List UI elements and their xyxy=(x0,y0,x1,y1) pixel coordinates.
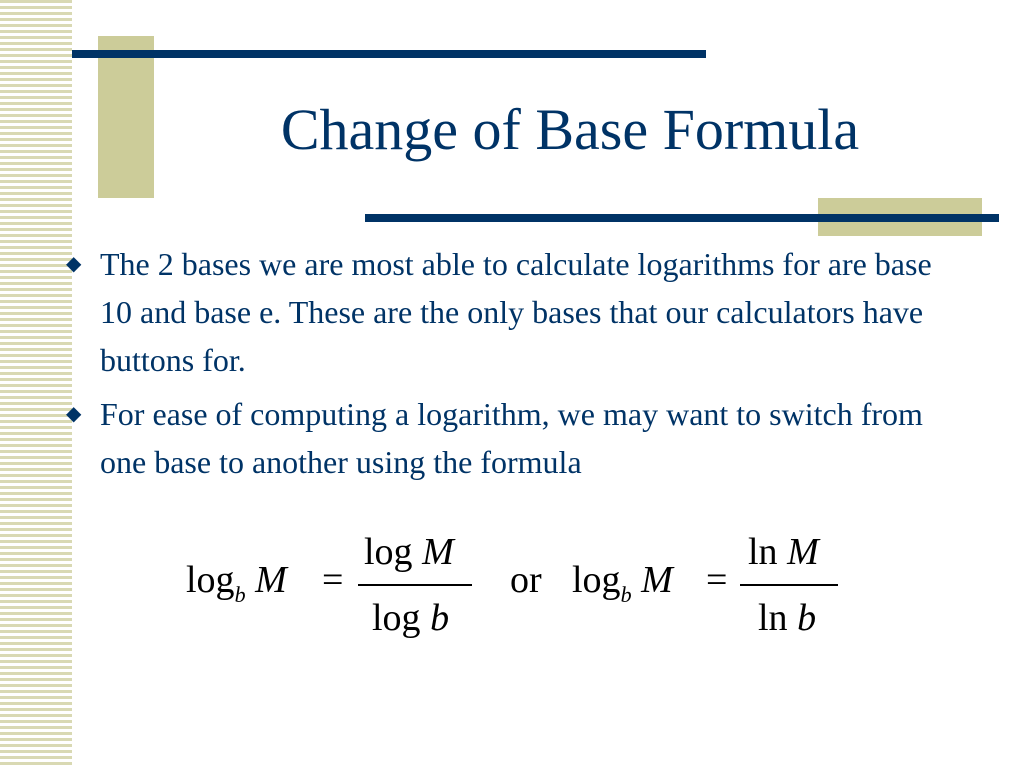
slide-title: Change of Base Formula xyxy=(280,97,860,162)
change-of-base-formula xyxy=(180,530,860,640)
numerator-argument: M xyxy=(422,531,454,573)
fraction-numerator xyxy=(748,530,819,574)
numerator-argument: M xyxy=(787,531,819,573)
title-rule-top xyxy=(72,50,706,58)
diamond-bullet-icon: ◆ xyxy=(66,403,82,425)
lhs-log-expression xyxy=(186,558,287,607)
numerator-function: ln xyxy=(748,531,778,573)
bullet-item xyxy=(60,390,960,486)
fraction-numerator xyxy=(364,530,454,574)
bullet-text: For ease of computing a logarithm, we may want to switch from one base to another using the formula xyxy=(100,396,923,480)
bullet-list xyxy=(60,240,960,492)
equals-sign: = xyxy=(322,559,344,601)
fraction-denominator xyxy=(758,596,816,640)
log-function: log xyxy=(572,559,621,601)
fraction-bar xyxy=(358,584,472,586)
fraction-denominator xyxy=(372,596,449,640)
denominator-function: ln xyxy=(758,597,788,639)
fraction-bar xyxy=(740,584,838,586)
log-base: b xyxy=(620,582,632,607)
equals-sign: = xyxy=(706,559,728,601)
denominator-argument: b xyxy=(797,597,817,639)
title-rule-bottom xyxy=(365,214,999,222)
bullet-text: The 2 bases we are most able to calculate logarithms for are base 10 and base e. These are the only bases that our calculators have buttons for. xyxy=(100,246,932,378)
log-function: log xyxy=(186,559,235,601)
denominator-argument: b xyxy=(430,597,450,639)
rhs-log-expression xyxy=(572,558,673,607)
log-base: b xyxy=(234,582,246,607)
or-connector: or xyxy=(510,559,542,601)
diamond-bullet-icon: ◆ xyxy=(66,253,82,275)
log-argument: M xyxy=(641,559,673,601)
bullet-item xyxy=(60,240,960,384)
numerator-function: log xyxy=(364,531,413,573)
accent-block-top-left xyxy=(98,36,154,198)
denominator-function: log xyxy=(372,597,421,639)
log-argument: M xyxy=(255,559,287,601)
